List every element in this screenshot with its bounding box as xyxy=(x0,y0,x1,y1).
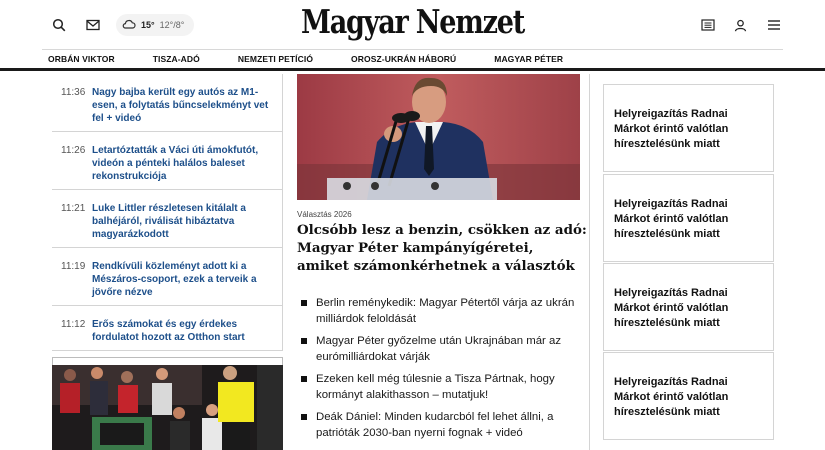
nav-item-magyar-peter[interactable]: MAGYAR PÉTER xyxy=(494,54,564,64)
main-nav xyxy=(42,50,595,68)
article-kicker[interactable]: Választás 2026 xyxy=(297,210,352,219)
correction-notice-box[interactable]: Helyreigazítás Radnai Márkot érintő valótlan híresztelésünk miatt xyxy=(603,84,774,172)
correction-notice-box[interactable]: Helyreigazítás Radnai Márkot érintő valótlan híresztelésünk miatt xyxy=(603,263,774,351)
news-title-link[interactable]: Nagy bajba került egy autós az M1-esen, a folytatás bűncselekményt vet fel + videó xyxy=(92,87,269,124)
news-time: 11:36 xyxy=(61,87,86,98)
related-article-link[interactable]: Magyar Péter győzelme után Ukrajnában már az eurómilliárdokat várják xyxy=(300,333,582,365)
correction-notice-box[interactable]: Helyreigazítás Radnai Márkot érintő valótlan híresztelésünk miatt xyxy=(603,174,774,262)
list-item[interactable] xyxy=(52,132,283,190)
news-time: 11:21 xyxy=(61,203,86,214)
nav-item-nemzeti-peticio[interactable]: NEMZETI PETÍCIÓ xyxy=(237,54,314,64)
user-icon[interactable] xyxy=(729,14,751,36)
related-article-link[interactable]: Ezeken kell még túlesnie a Tisza Pártnak, hogy kormányt alakithasson – mutatjuk! xyxy=(300,371,582,403)
news-title-link[interactable]: Luke Littler részletesen kitálalt a balhéjáról, riválisát hibáztatva magyarázkodott xyxy=(92,203,246,240)
news-title-link[interactable]: Letartóztatták a Váci úti ámokfutót, videón a pénteki halálos baleset rekonstrukciója xyxy=(92,145,259,182)
related-article-link[interactable]: Deák Dániel: Minden kudarcból fel lehet állni, a patrióták 2030-ban nyerni fognak + videó xyxy=(300,409,582,441)
column-divider xyxy=(589,74,590,450)
main-article-image[interactable] xyxy=(297,74,580,200)
site-logo[interactable]: Magyar Nemzet xyxy=(300,2,525,41)
article-thumbnail-football[interactable] xyxy=(52,365,283,450)
nav-item-tisza-ado[interactable]: TISZA-ADÓ xyxy=(152,54,200,64)
latest-news-list xyxy=(52,74,283,385)
newspaper-icon[interactable] xyxy=(697,14,719,36)
weather-temp: 15° xyxy=(141,20,155,30)
news-time: 11:26 xyxy=(61,145,86,156)
news-title-link[interactable]: Rendkívüli közleményt adott ki a Mészáros-csoport, ezek a terveik a jövőre nézve xyxy=(92,261,257,298)
news-title-link[interactable]: Erős számokat és egy érdekes fordulatot hozott az Otthon start xyxy=(92,319,245,343)
news-time: 11:19 xyxy=(61,261,86,272)
related-article-link[interactable]: Berlin reménykedik: Magyar Pétertől várja az ukrán milliárdok feloldását xyxy=(300,295,582,327)
weather-range: 12°/8° xyxy=(159,20,185,30)
news-time: 11:12 xyxy=(61,319,86,330)
list-item[interactable] xyxy=(52,306,283,351)
nav-item-orosz-ukran-haboru[interactable]: OROSZ-UKRÁN HÁBORÚ xyxy=(351,54,457,64)
nav-bottom-rule xyxy=(0,68,825,71)
site-header xyxy=(0,0,825,50)
list-item[interactable] xyxy=(52,74,283,132)
menu-icon[interactable] xyxy=(763,14,785,36)
search-icon[interactable] xyxy=(48,14,70,36)
correction-notice-box[interactable]: Helyreigazítás Radnai Márkot érintő valótlan híresztelésünk miatt xyxy=(603,352,774,440)
list-item[interactable] xyxy=(52,248,283,306)
main-article-headline[interactable]: Olcsóbb lesz a benzin, csökken az adó: Magyar Péter kampányígéretei, amiket számonkérhetnek a választók xyxy=(297,222,587,274)
nav-item-orban-viktor[interactable]: ORBÁN VIKTOR xyxy=(48,54,115,64)
list-item[interactable] xyxy=(52,190,283,248)
related-articles-list xyxy=(300,295,582,447)
